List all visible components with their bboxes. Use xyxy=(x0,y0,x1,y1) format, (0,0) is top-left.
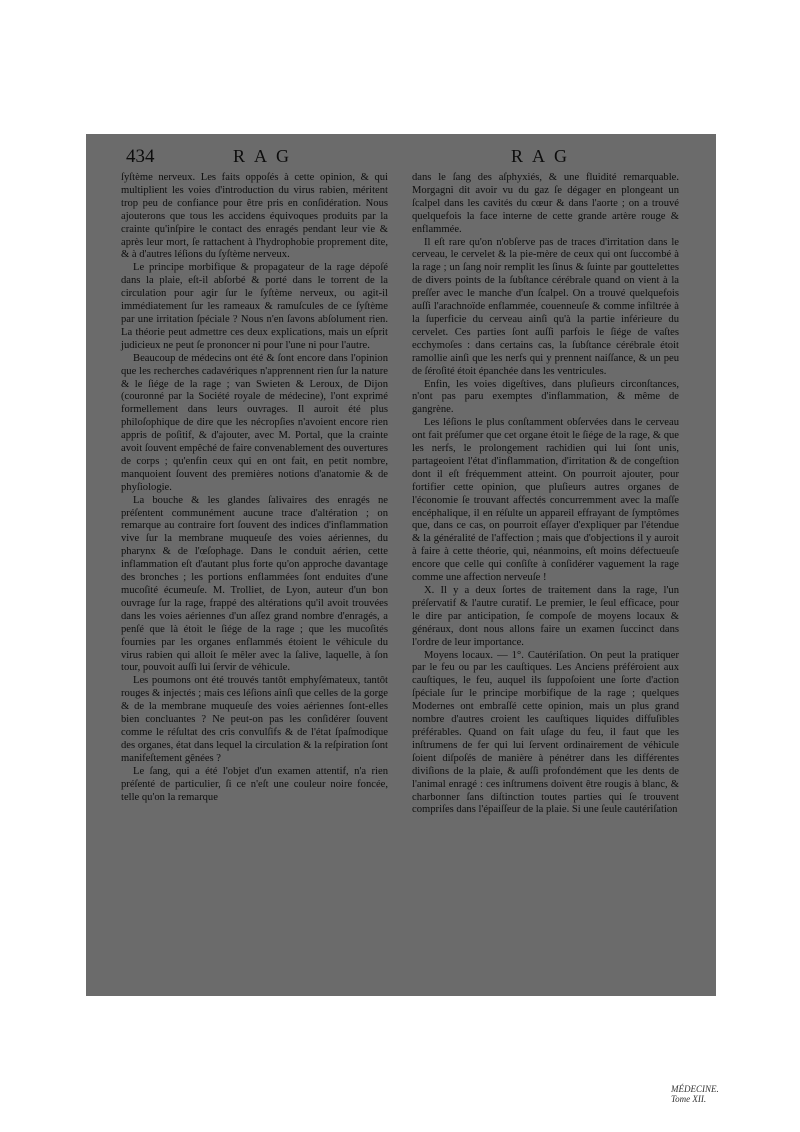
paragraph: Beaucoup de médecins ont été & ſont encore dans l'opinion que les recherches cadavériques n'apprennent rien ſur la nature & le ſiége de la rage ; van Swieten & Leroux, de Dijon (couronné par la Société royale de médecine), l'ont exprimé formellement dans leurs ouvrages. Il auroit été plus philoſophique de dire que les nécropſies n'avoient encore rien appris de poſitif, & d'ajouter, avec M. Portal, que la crainte avoit ſouvent empêché de faire convenablement des ouvertures de corps ; qu'enfin ceux qui en ont fait, en petit nombre, manquoient ſouvent des premières notions d'anatomie & de phyſiologie. xyxy=(121,352,388,493)
paragraph: X. Il y a deux ſortes de traitement dans la rage, l'un préſervatif & l'autre curatif. Le premier, le ſeul efficace, pour le dire par anticipation, ſe compoſe de moyens locaux & généraux, dont nous allons faire un examen ſuccinct dans l'ordre de leur importance. xyxy=(412,585,679,648)
running-head-right: RAG xyxy=(511,146,577,166)
page-number: 434 xyxy=(126,146,155,167)
paragraph: La bouche & les glandes ſalivaires des enragés ne préſentent communément aucune trace d'altération ; on remarque au contraire fort ſouvent des indices d'inflammation vive ſur la membrane muqueuſe des voies aériennes, du pharynx & de l'œſophage. Dans le conduit aérien, cette inflammation eſt d'autant plus forte qu'on approche davantage des bronches ; les portions enflammées ſont enduites d'une mucoſité écumeuſe. M. Trolliet, de Lyon, auteur d'un bon ouvrage ſur la rage, frappé des altérations qu'il avoit trouvées dans les voies aériennes d'un aſſez grand nombre d'enragés, a penſé que là étoit le ſiége de la rage ; que les mucoſités fournies par les organes enflammés étoient le véhicule du virus rabien qui alloit ſe mêler avec la ſalive, laquelle, à ſon tour, pouvoit auſſi lui ſervir de véhicule. xyxy=(121,494,388,674)
right-column xyxy=(412,172,679,972)
footer-signature: MÉDECINE. Tome XII. xyxy=(671,1084,719,1104)
left-column xyxy=(121,172,388,972)
scanned-page xyxy=(86,134,719,1104)
paragraph: Les léſions le plus conſtamment obſervées dans le cerveau ont fait préſumer que cet organe étoit le ſiége de la rage, & que les nerfs, le prolongement rachidien qui lui ſont unis, partageoient l'état d'inflammation, d'irritation & de congeſtion dont il eſt fréquemment atteint. On pourroit ajouter, pour fortifier cette opinion, que pluſieurs autres organes de l'économie ſe trouvant affectés concurremment avec la maſſe encéphalique, il en réſulte un appareil effrayant de ſymptômes que, dans ce cas, on pourroit eſſayer d'expliquer par l'étendue & la généralité de l'affection ; mais que d'objections il y auroit à faire à cette théorie, qui, néanmoins, eſt moins défectueuſe encore que celle qui conſiſte à conſidérer vaguement la rage comme une affection nerveuſe ! xyxy=(412,417,679,584)
paragraph: Le ſang, qui a été l'objet d'un examen attentif, n'a rien préſenté de particulier, ſi ce n'eſt une couleur noire foncée, telle qu'on la remarque xyxy=(121,765,388,803)
running-head-left: RAG xyxy=(233,146,299,166)
paragraph: Moyens locaux. — 1°. Cautériſation. On peut la pratiquer par le feu ou par les cauſtiques. Les Anciens préféroient aux cauſtiques, le feu, auquel ils ſuppoſoient une ſorte d'action ſpéciale ſur le principe morbifique de la rage ; quelques Modernes ont embraſſé cette opinion, mais un plus grand nombre d'autres croient les cauſtiques liquides diffuſibles préférables. Quand on fait uſage du feu, il faut que les inſtrumens de fer qui lui ſervent ordinairement de véhicule ſoient diſpoſés de manière à pénétrer dans les différentes diviſions de la plaie, & auſſi profondément que les dents de l'animal enragé : ces inſtrumens doivent être rougis à blanc, & charbonner ſans diſtinction toutes parties qui ſe trouvent compriſes dans l'épaiſſeur de la plaie. Si une ſeule cautériſation xyxy=(412,649,679,816)
paragraph: Le principe morbifique & propagateur de la rage dépoſé dans la plaie, eſt-il abſorbé & porté dans le torrent de la circulation pour agir ſur le ſyſtème nerveux, ou agit-il immédiatement ſur les rameaux & ramuſcules de ce ſyſtème par une irritation ſpéciale ? Nous n'en ſavons abſolument rien. La théorie peut admettre ces deux explications, mais un eſprit judicieux ne peut ſe prononcer ni pour l'une ni pour l'autre. xyxy=(121,262,388,351)
paragraph: Les poumons ont été trouvés tantôt emphyſémateux, tantôt rouges & injectés ; mais ces léſions ainſi que celles de la gorge & de la membrane muqueuſe des voies aériennes ſont-elles bien concluantes ? Ne peut-on pas les conſidérer ſouvent comme le réſultat des cris convulſifs & de l'état ſpaſmodique des organes, état dans lequel la circulation & la reſpiration ſont manifeſtement gênées ? xyxy=(121,675,388,764)
paragraph: ſyſtème nerveux. Les faits oppoſés à cette opinion, & qui multiplient les voies d'introduction du virus rabien, méritent trop peu de confiance pour être pris en conſidération. Nous ajouterons que tous les accidens équivoques produits par la crainte qu'inſpire le contact des enragés pendant leur vie & après leur mort, ſe rattachent à l'hydrophobie proprement dite, & à d'autres léſions du ſyſtème nerveux. xyxy=(121,172,388,261)
paragraph: Enfin, les voies digeſtives, dans pluſieurs circonſtances, n'ont pas paru exemptes d'inflammation, & même de gangrène. xyxy=(412,378,679,416)
paragraph: Il eſt rare qu'on n'obſerve pas de traces d'irritation dans le cerveau, le cervelet & la pie-mère de ceux qui ont ſuccombé à la rage ; un ſang noir remplit les ſinus & ſuinte par gouttelettes de divers points de la ſubſtance cérébrale quand on vient à la preſſer avec le manche d'un ſcalpel. On a trouvé quelquefois auſſi l'arachnoïde enflammée, couenneuſe & comme infiltrée à la ſuperficie du cerveau ainſi qu'à la partie inférieure du cervelet. Ces parties ſont auſſi parfois le ſiége de vaſtes ecchymoſes : dans certains cas, la ſubſtance cérébrale étoit ramollie ainſi que les nerfs qui y prennent naiſſance, & un peu de ſéroſité étoit épanchée dans les ventricules. xyxy=(412,236,679,377)
paragraph: dans le ſang des aſphyxiés, & une fluidité remarquable. Morgagni dit avoir vu du gaz ſe dégager en plongeant un ſcalpel dans les cavités du cœur & dans l'aorte ; on a trouvé quelquefois la face interne de cette grande artère rouge & enflammée. xyxy=(412,172,679,235)
page-header xyxy=(86,146,716,170)
